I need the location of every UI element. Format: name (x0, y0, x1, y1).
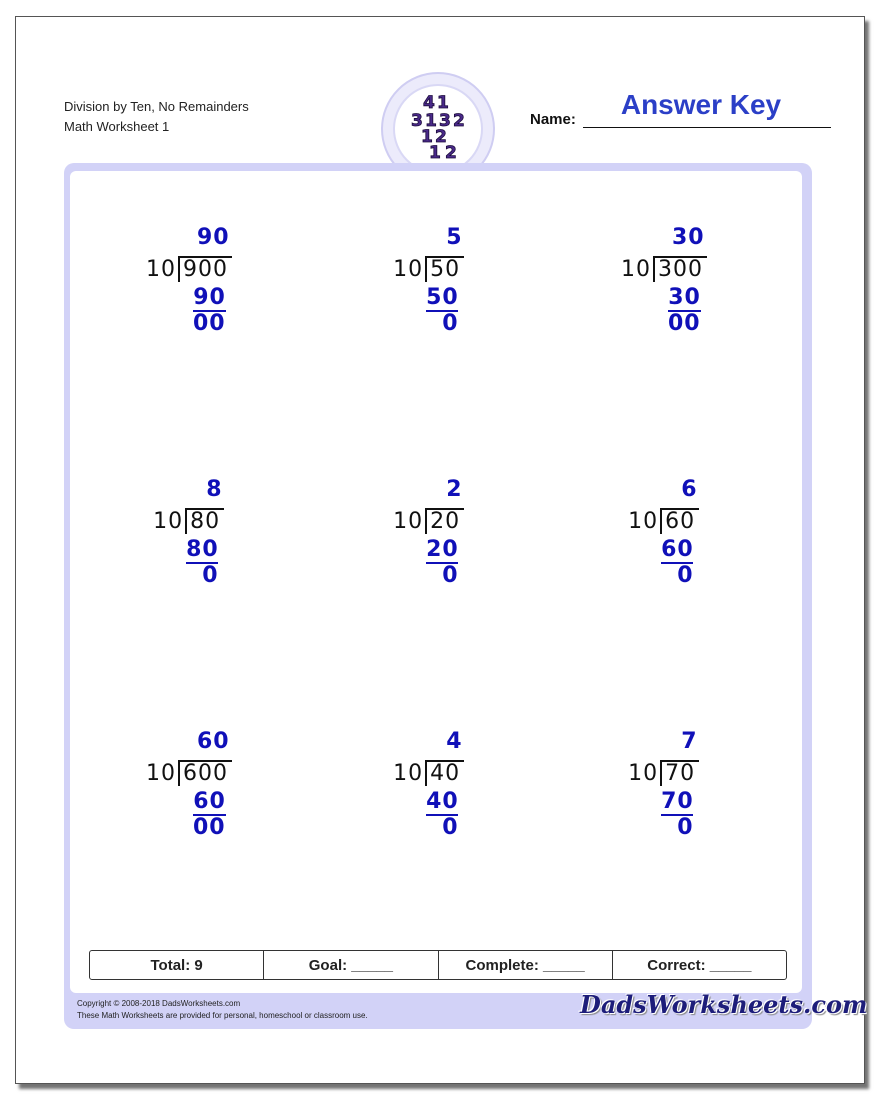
answer-key-label: Answer Key (620, 89, 782, 120)
correct-cell: Correct: _____ (647, 956, 752, 974)
division-problem (360, 730, 560, 850)
logo-digit: 4 (423, 93, 435, 113)
quotient: 5 (446, 225, 463, 250)
title-line-2: Math Worksheet 1 (64, 119, 170, 134)
remainder: 0 (442, 815, 459, 840)
division-problem (595, 730, 795, 850)
quotient: 4 (446, 729, 463, 754)
logo-digit: 2 (453, 111, 465, 131)
copyright-block (77, 998, 368, 1022)
quotient: 2 (446, 477, 463, 502)
division-problem (120, 478, 320, 598)
dividend: 50 (425, 256, 464, 282)
quotient: 7 (681, 729, 698, 754)
divisor: 10 (146, 761, 176, 786)
quotient: 60 (196, 729, 230, 754)
quotient: 6 (681, 477, 698, 502)
logo-digit: 1 (425, 111, 437, 131)
remainder: 00 (192, 815, 226, 840)
dividend: 80 (185, 508, 224, 534)
subtraction: 70 (661, 789, 694, 814)
subtraction: 90 (193, 285, 226, 310)
name-line (583, 127, 831, 128)
dividend: 40 (425, 760, 464, 786)
name-label: Name: (530, 111, 576, 128)
division-problem (120, 730, 320, 850)
remainder: 00 (667, 311, 701, 336)
quotient: 90 (196, 225, 230, 250)
remainder: 0 (677, 563, 694, 588)
logo-digit: 1 (429, 143, 441, 163)
division-problem (120, 226, 320, 346)
quotient: 8 (206, 477, 223, 502)
divisor: 10 (393, 509, 424, 534)
remainder: 0 (442, 563, 459, 588)
dividend: 70 (660, 760, 699, 786)
division-problem (360, 226, 560, 346)
quotient: 30 (671, 225, 705, 250)
divisor: 10 (393, 761, 424, 786)
brand-logo: DadsWorksheets.com (580, 990, 868, 1019)
dividend: 900 (178, 256, 232, 282)
goal-cell: Goal: _____ (264, 951, 438, 979)
usage-notice: These Math Worksheets are provided for personal, homeschool or classroom use. (77, 1011, 368, 1020)
logo-digit: 2 (435, 127, 447, 147)
remainder: 0 (202, 563, 219, 588)
divisor: 10 (628, 509, 659, 534)
divisor: 10 (153, 509, 184, 534)
copyright-text: Copyright © 2008-2018 DadsWorksheets.com (77, 999, 241, 1008)
remainder: 0 (442, 311, 459, 336)
dividend: 60 (660, 508, 699, 534)
remainder: 00 (192, 311, 226, 336)
divisor: 10 (628, 761, 659, 786)
subtraction: 40 (426, 789, 459, 814)
divisor: 10 (146, 257, 176, 282)
total-cell: Total: 9 (90, 951, 264, 979)
title-line-1: Division by Ten, No Remainders (64, 99, 249, 114)
logo-digit: 1 (421, 127, 433, 147)
score-table (89, 950, 787, 980)
complete-cell: Complete: _____ (439, 951, 613, 979)
logo-digit: 3 (411, 111, 423, 131)
division-problem (595, 226, 795, 346)
subtraction: 60 (661, 537, 694, 562)
subtraction: 30 (668, 285, 701, 310)
logo-digit: 3 (439, 111, 451, 131)
division-problem (595, 478, 795, 598)
division-problem (360, 478, 560, 598)
subtraction: 20 (426, 537, 459, 562)
dividend: 20 (425, 508, 464, 534)
divisor: 10 (621, 257, 651, 282)
worksheet-title (64, 97, 249, 137)
subtraction: 60 (193, 789, 226, 814)
remainder: 0 (677, 815, 694, 840)
subtraction: 50 (426, 285, 459, 310)
dividend: 600 (178, 760, 232, 786)
logo-digit: 2 (445, 143, 457, 163)
divisor: 10 (393, 257, 424, 282)
logo-digit: 1 (437, 93, 449, 113)
subtraction: 80 (186, 537, 219, 562)
dividend: 300 (653, 256, 707, 282)
